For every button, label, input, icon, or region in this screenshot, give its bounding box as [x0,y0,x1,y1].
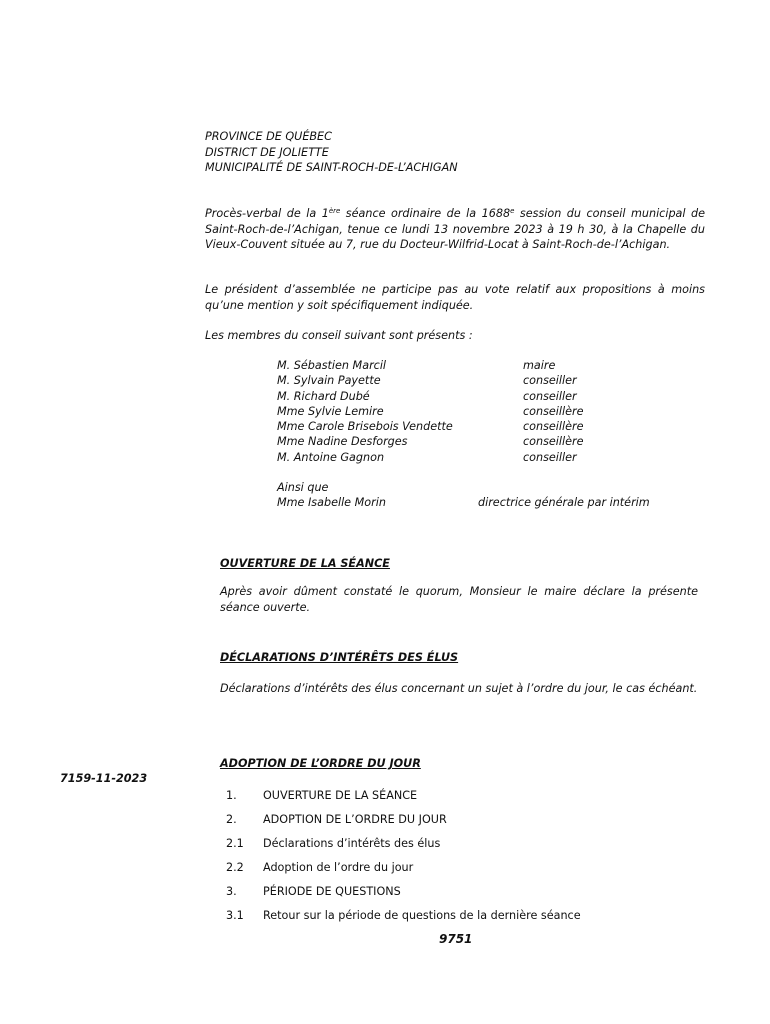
resolution-number: 7159-11-2023 [60,772,148,785]
member-row [277,434,584,449]
opening-text: Après avoir dûment constaté le quorum, Monsieur le maire déclare la présente séance ouverte. [220,585,698,614]
section-title-declarations: DÉCLARATIONS D’INTÉRÊTS DES ÉLUS [220,651,459,664]
header-district: DISTRICT DE JOLIETTE [205,145,329,159]
also-role: directrice générale par intérim [478,496,650,510]
also-present [277,480,650,511]
member-name: M. Antoine Gagnon [277,450,385,464]
member-name: Mme Nadine Desforges [277,435,408,449]
member-row [277,404,584,419]
member-role: conseillère [523,435,584,449]
agenda-item-number: 3.1 [226,909,244,923]
member-role: conseiller [523,450,577,464]
page-number: 9751 [439,932,473,946]
agenda-item [226,855,581,879]
agenda-item [226,783,581,807]
declarations-text: Déclarations d’intérêts des élus concernant un sujet à l’ordre du jour, le cas échéant. [220,682,698,695]
members-list [277,358,584,465]
agenda-item-label: Adoption de l’ordre du jour [263,860,414,874]
agenda-item-number: 1. [226,788,237,802]
agenda-item-label: Retour sur la période de questions de la dernière séance [263,909,581,923]
section-title-opening: OUVERTURE DE LA SÉANCE [220,557,390,570]
member-row [277,358,584,373]
agenda-item [226,807,581,831]
member-row [277,450,584,465]
agenda-item-label: OUVERTURE DE LA SÉANCE [263,788,418,802]
agenda-list [226,783,581,928]
also-label: Ainsi que [277,481,329,494]
also-name: Mme Isabelle Morin [277,496,386,510]
member-row [277,373,584,388]
member-role: conseillère [523,420,584,434]
member-row [277,389,584,404]
agenda-item-number: 2. [226,812,237,826]
header-province: PROVINCE DE QUÉBEC [205,130,332,143]
intro-paragraph: Procès-verbal de la 1ère séance ordinaire de la 1688e session du conseil municipal de Saint-Roch-de-l’Achigan, tenue ce lundi 13 novembre 2023 à 19 h 30, à la Chapelle du Vieux-Couvent située au 7, rue du Docteur-Wilfrid-Locat à Saint-Roch-de-l’Achigan. [205,207,705,251]
member-name: Mme Sylvie Lemire [277,404,384,418]
agenda-item [226,879,581,903]
header-municipality: MUNICIPALITÉ DE SAINT-ROCH-DE-L’ACHIGAN [205,161,458,174]
also-row [277,495,650,510]
agenda-item-label: PÉRIODE DE QUESTIONS [263,884,401,898]
agenda-item [226,903,581,927]
member-name: M. Sylvain Payette [277,374,381,388]
member-name: M. Sébastien Marcil [277,359,387,372]
vote-note: Le président d’assemblée ne participe pas au vote relatif aux propositions à moins qu’une mention y soit spécifiquement indiquée. [205,283,705,312]
member-name: Mme Carole Brisebois Vendette [277,420,453,434]
agenda-item-number: 2.2 [226,860,244,874]
member-role: conseiller [523,374,577,388]
section-title-agenda: ADOPTION DE L’ORDRE DU JOUR [220,757,421,770]
members-intro: Les membres du conseil suivant sont présents : [205,329,473,342]
member-role: conseiller [523,389,577,403]
agenda-item-number: 2.1 [226,836,244,850]
document-header [205,129,458,176]
agenda-item-label: Déclarations d’intérêts des élus [263,836,441,850]
member-role: maire [523,359,556,372]
agenda-item-number: 3. [226,884,237,898]
member-row [277,419,584,434]
member-name: M. Richard Dubé [277,389,370,403]
agenda-item-label: ADOPTION DE L’ORDRE DU JOUR [263,812,447,826]
member-role: conseillère [523,404,584,418]
agenda-item [226,831,581,855]
